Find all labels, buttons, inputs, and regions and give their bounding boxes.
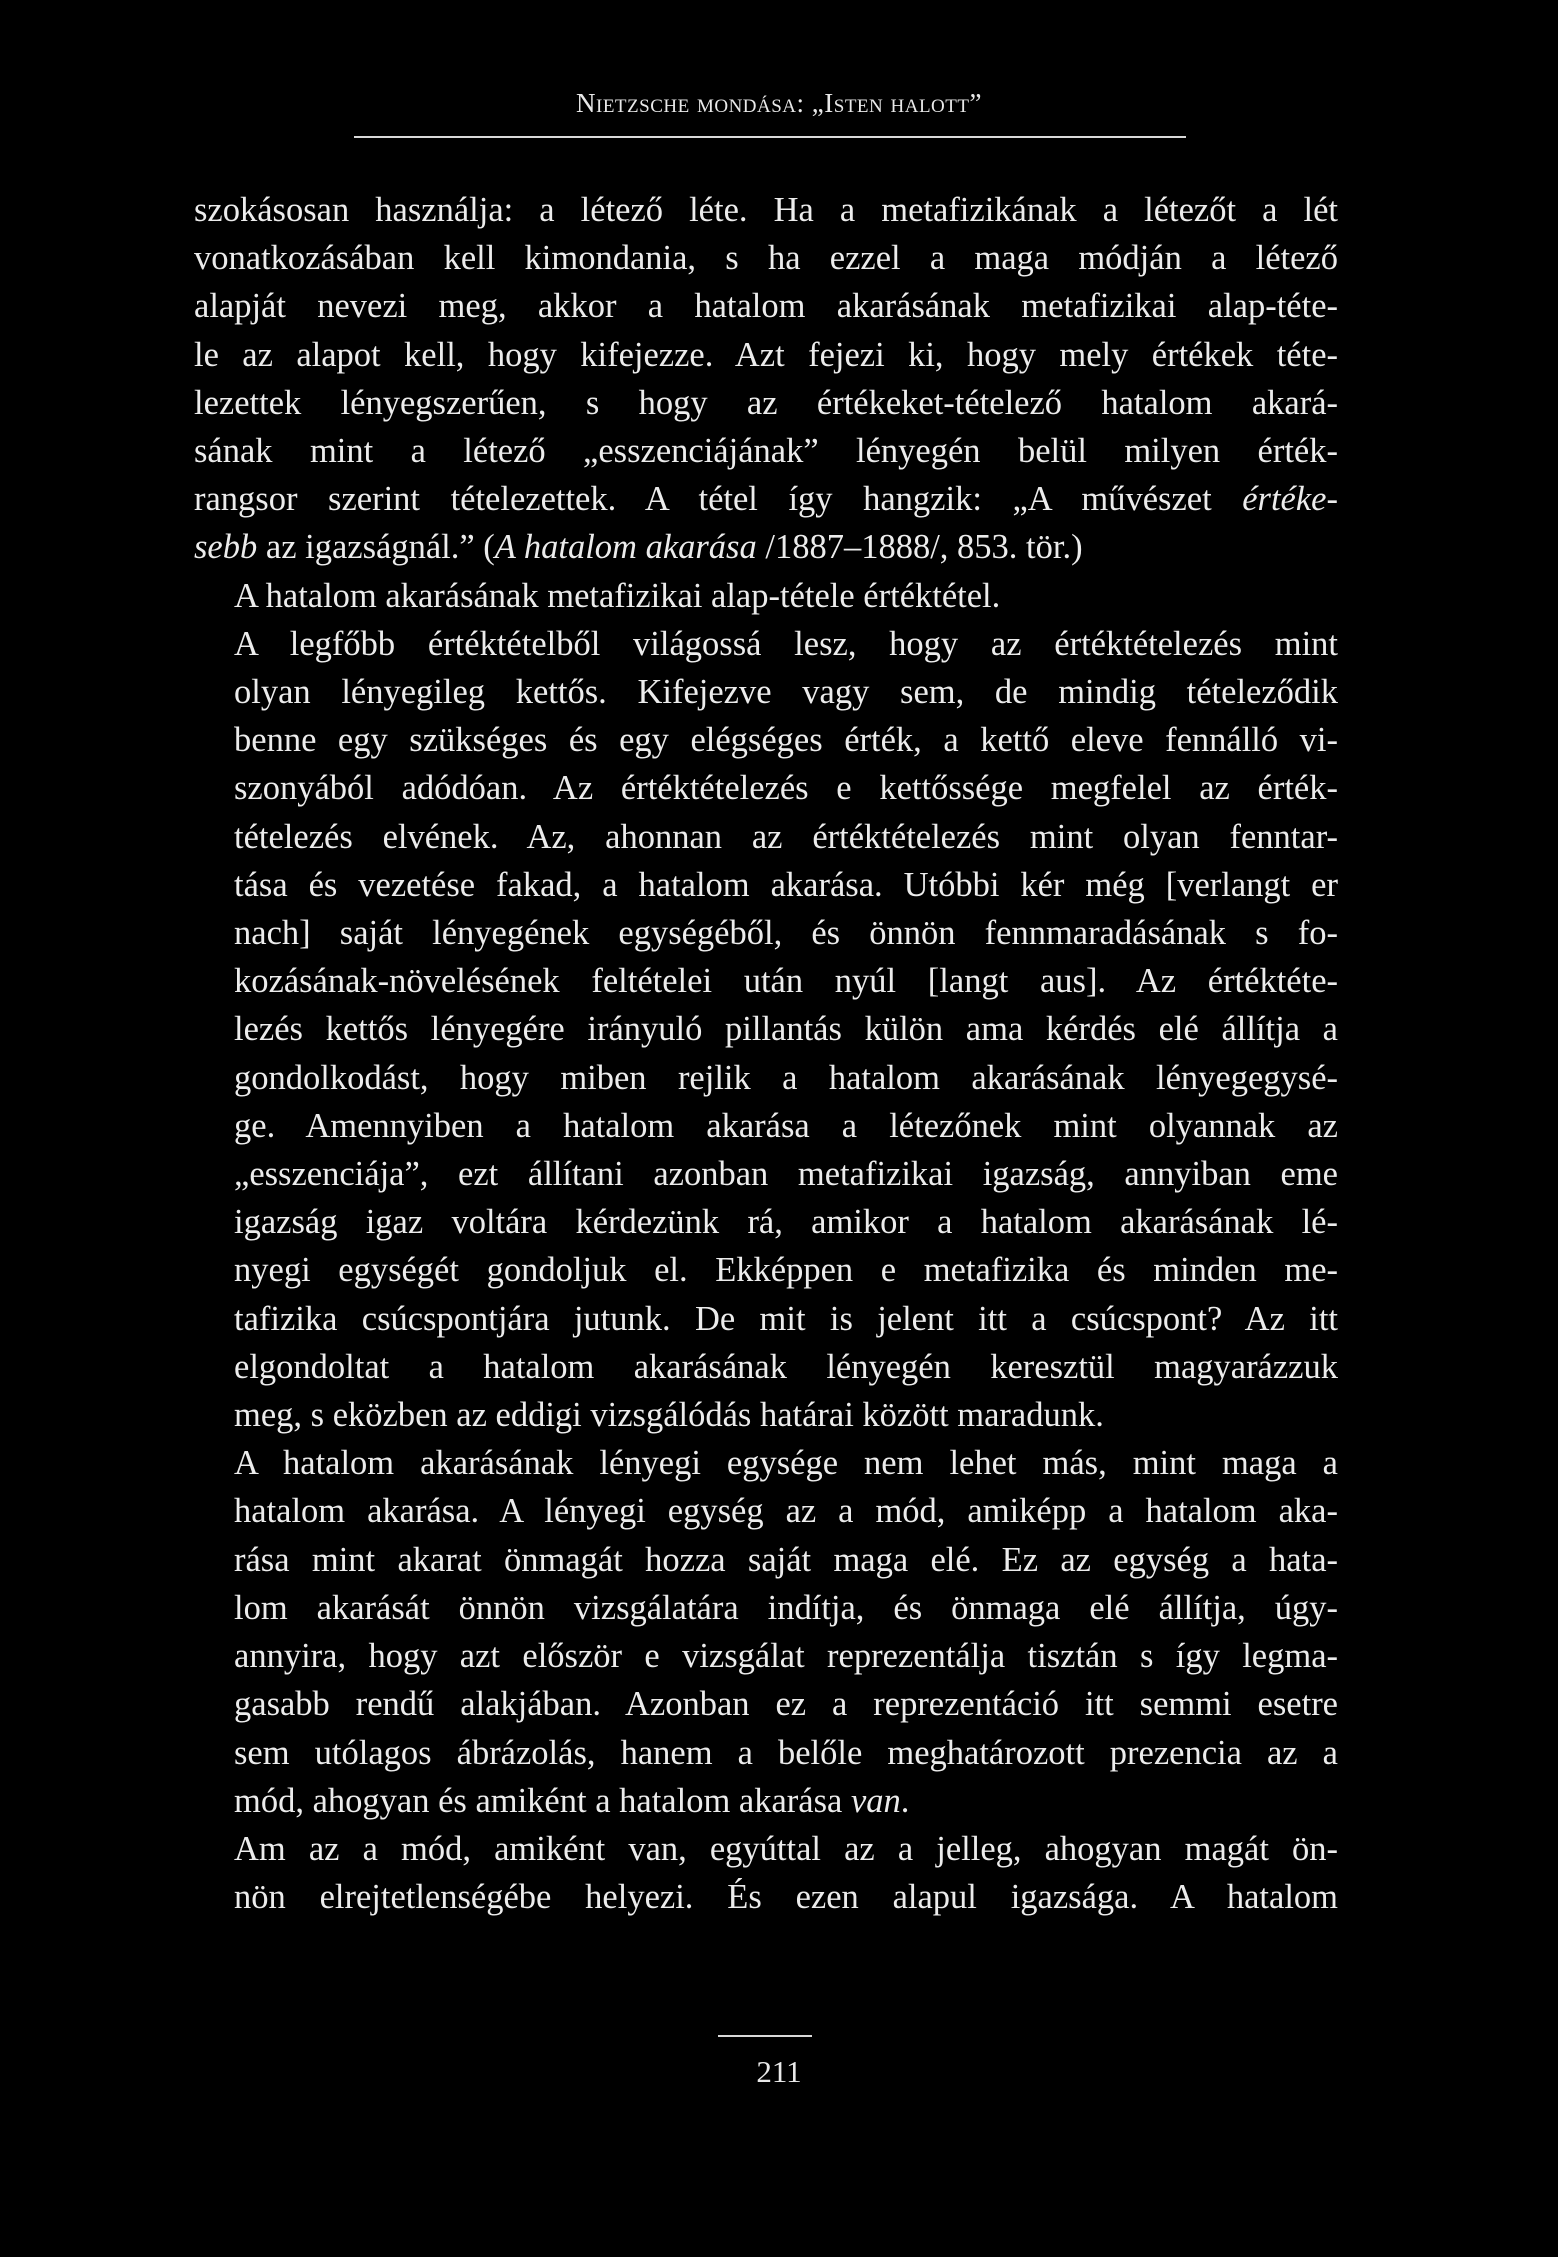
running-head: Nietzsche mondása: „Isten halott” bbox=[576, 88, 982, 118]
text-line: sem utólagos ábrázolás, hanem a belőle meghatározott prezencia az a bbox=[234, 1733, 1338, 1772]
text-line: sának mint a létező „esszenciájának” lényegén belül milyen érték- bbox=[194, 432, 1338, 471]
paragraph bbox=[194, 1825, 1338, 1921]
text-line bbox=[194, 523, 1338, 571]
text-line: kozásának-növelésének feltételei után nyúl [langt aus]. Az értéktéte- bbox=[234, 962, 1338, 1001]
text-segment: az igazságnál.” ( bbox=[257, 528, 495, 567]
text-line: annyira, hogy azt először e vizsgálat reprezentálja tisztán s így legma- bbox=[234, 1637, 1338, 1676]
text-line: Am az a mód, amiként van, egyúttal az a jelleg, ahogyan magát ön- bbox=[234, 1829, 1338, 1868]
text-segment: . bbox=[900, 1781, 910, 1820]
italic-text: értéke- bbox=[1242, 480, 1338, 519]
text-line: igazság igaz voltára kérdezünk rá, amikor a hatalom akarásának lé- bbox=[234, 1203, 1338, 1242]
text-line bbox=[194, 1777, 1338, 1825]
text-segment: mód, ahogyan és amiként a hatalom akarása bbox=[234, 1781, 851, 1820]
text-line: rása mint akarat önmagát hozza saját maga elé. Ez az egység a hata- bbox=[234, 1540, 1338, 1579]
text-line: gasabb rendű alakjában. Azonban ez a reprezentáció itt semmi esetre bbox=[234, 1685, 1338, 1724]
text-line: szokásosan használja: a létező léte. Ha a metafizikának a létezőt a lét bbox=[194, 191, 1338, 229]
italic-text: A hatalom akarása bbox=[494, 528, 757, 567]
text-line: „esszenciája”, ezt állítani azonban metafizikai igazság, annyiban eme bbox=[234, 1155, 1338, 1194]
text-line: ge. Amennyiben a hatalom akarása a létezőnek mint olyannak az bbox=[234, 1106, 1338, 1145]
text-line: elgondoltat a hatalom akarásának lényegén keresztül magyarázzuk bbox=[234, 1347, 1338, 1386]
text-line bbox=[194, 475, 1338, 523]
paragraph bbox=[194, 1439, 1338, 1825]
text-line: gondolkodást, hogy miben rejlik a hatalom akarásának lényegegysé- bbox=[234, 1058, 1338, 1097]
text-segment: /1887–1888/, 853. tör.) bbox=[756, 528, 1083, 567]
text-line: A hatalom akarásának lényegi egysége nem lehet más, mint maga a bbox=[234, 1444, 1338, 1483]
text-line: lezés kettős lényegére irányuló pillantás külön ama kérdés elé állítja a bbox=[234, 1010, 1338, 1049]
text-line: nyegi egységét gondoljuk el. Ekképpen e metafizika és minden me- bbox=[234, 1251, 1338, 1290]
paragraph bbox=[194, 572, 1338, 620]
text-line: lezettek lényegszerűen, s hogy az értékeket-tételező hatalom akará- bbox=[194, 383, 1338, 422]
italic-text: sebb bbox=[194, 528, 258, 567]
text-line: A legfőbb értéktételből világossá lesz, hogy az értéktételezés mint bbox=[234, 624, 1338, 663]
text-line: olyan lényegileg kettős. Kifejezve vagy sem, de mindig tételeződik bbox=[234, 673, 1338, 712]
text-line: alapját nevezi meg, akkor a hatalom akarásának metafizikai alap-téte- bbox=[194, 287, 1338, 326]
text-line: lom akarását önnön vizsgálatára indítja, és önmaga elé állítja, úgy- bbox=[234, 1588, 1338, 1627]
paragraph bbox=[194, 620, 1338, 1439]
italic-text: van bbox=[850, 1781, 901, 1820]
text-segment: rangsor szerint tételezettek. A tétel így hangzik: „A művészet bbox=[194, 480, 1243, 519]
body-text bbox=[194, 186, 1338, 1921]
text-line: meg, s eközben az eddigi vizsgálódás határai között maradunk. bbox=[234, 1396, 1104, 1435]
text-line: nön elrejtetlenségébe helyezi. És ezen alapul igazsága. A hatalom bbox=[234, 1878, 1338, 1917]
paragraph bbox=[194, 186, 1338, 572]
text-line: benne egy szükséges és egy elégséges érték, a kettő eleve fennálló vi- bbox=[234, 721, 1338, 760]
text-line: tása és vezetése fakad, a hatalom akarása. Utóbbi kér még [verlangt er bbox=[234, 865, 1338, 904]
text-line: szonyából adódóan. Az értéktételezés e kettőssége megfelel az érték- bbox=[234, 769, 1338, 808]
text-line: tételezés elvének. Az, ahonnan az értéktételezés mint olyan fenntar- bbox=[234, 817, 1338, 856]
text-line: hatalom akarása. A lényegi egység az a mód, amiképp a hatalom aka- bbox=[234, 1492, 1338, 1531]
text-line: le az alapot kell, hogy kifejezze. Azt fejezi ki, hogy mely értékek téte- bbox=[194, 335, 1338, 374]
text-line: A hatalom akarásának metafizikai alap-tétele értéktétel. bbox=[234, 576, 1001, 615]
footer-rule bbox=[718, 2035, 812, 2037]
text-line: tafizika csúcspontjára jutunk. De mit is jelent itt a csúcspont? Az itt bbox=[234, 1299, 1338, 1338]
page-number: 211 bbox=[756, 2054, 802, 2089]
text-line: nach] saját lényegének egységéből, és önnön fennmaradásának s fo- bbox=[234, 914, 1338, 953]
text-line: vonatkozásában kell kimondania, s ha ezzel a maga módján a létező bbox=[194, 239, 1338, 278]
header-rule bbox=[354, 136, 1186, 138]
